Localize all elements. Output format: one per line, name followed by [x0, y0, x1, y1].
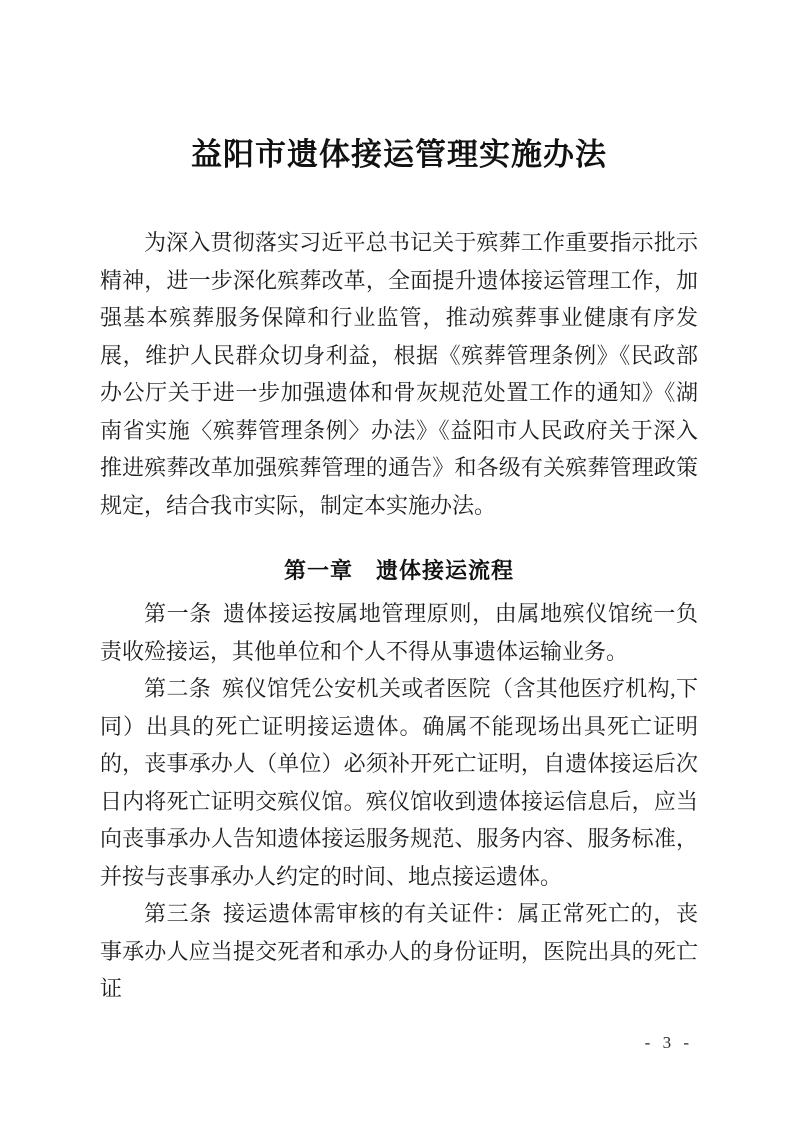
article-3	[100, 895, 698, 1008]
article-2-text: 殡仪馆凭公安机关或者医院（含其他医疗机构,下同）出具的死亡证明接运遗体。确属不能现场出具死亡证明的，丧事承办人（单位）必须补开死亡证明，自遗体接运后次日内将死亡证明交殡仪馆。殡仪馆收到遗体接运信息后，应当向丧事承办人告知遗体接运服务规范、服务内容、服务标准，并按与丧事承办人约定的时间、地点接运遗体。	[100, 676, 698, 889]
page-number: - 3 -	[644, 1033, 693, 1052]
article-1-label: 第一条	[144, 601, 212, 626]
article-1-text: 遗体接运按属地管理原则，由属地殡仪馆统一负责收殓接运，其他单位和个人不得从事遗体运输业务。	[100, 601, 698, 664]
article-3-label: 第三条	[144, 901, 212, 926]
article-2-label: 第二条	[144, 676, 212, 701]
article-3-text: 接运遗体需审核的有关证件：属正常死亡的，丧事承办人应当提交死者和承办人的身份证明，医院出具的死亡证	[100, 901, 698, 1001]
document-title: 益阳市遗体接运管理实施办法	[191, 137, 607, 172]
document-content	[100, 0, 698, 1008]
chapter-heading: 第一章 遗体接运流程	[283, 558, 514, 583]
article-1	[100, 595, 698, 670]
intro-paragraph: 为深入贯彻落实习近平总书记关于殡葬工作重要指示批示精神，进一步深化殡葬改革，全面提升遗体接运管理工作，加强基本殡葬服务保障和行业监管，推动殡葬事业健康有序发展，维护人民群众切身利益，根据《殡葬管理条例》《民政部办公厅关于进一步加强遗体和骨灰规范处置工作的通知》《湖南省实施〈殡葬管理条例〉办法》《益阳市人民政府关于深入推进殡葬改革加强殡葬管理的通告》和各级有关殡葬管理政策规定，结合我市实际，制定本实施办法。	[100, 230, 698, 518]
article-2	[100, 670, 698, 895]
articles-section	[100, 595, 698, 1008]
